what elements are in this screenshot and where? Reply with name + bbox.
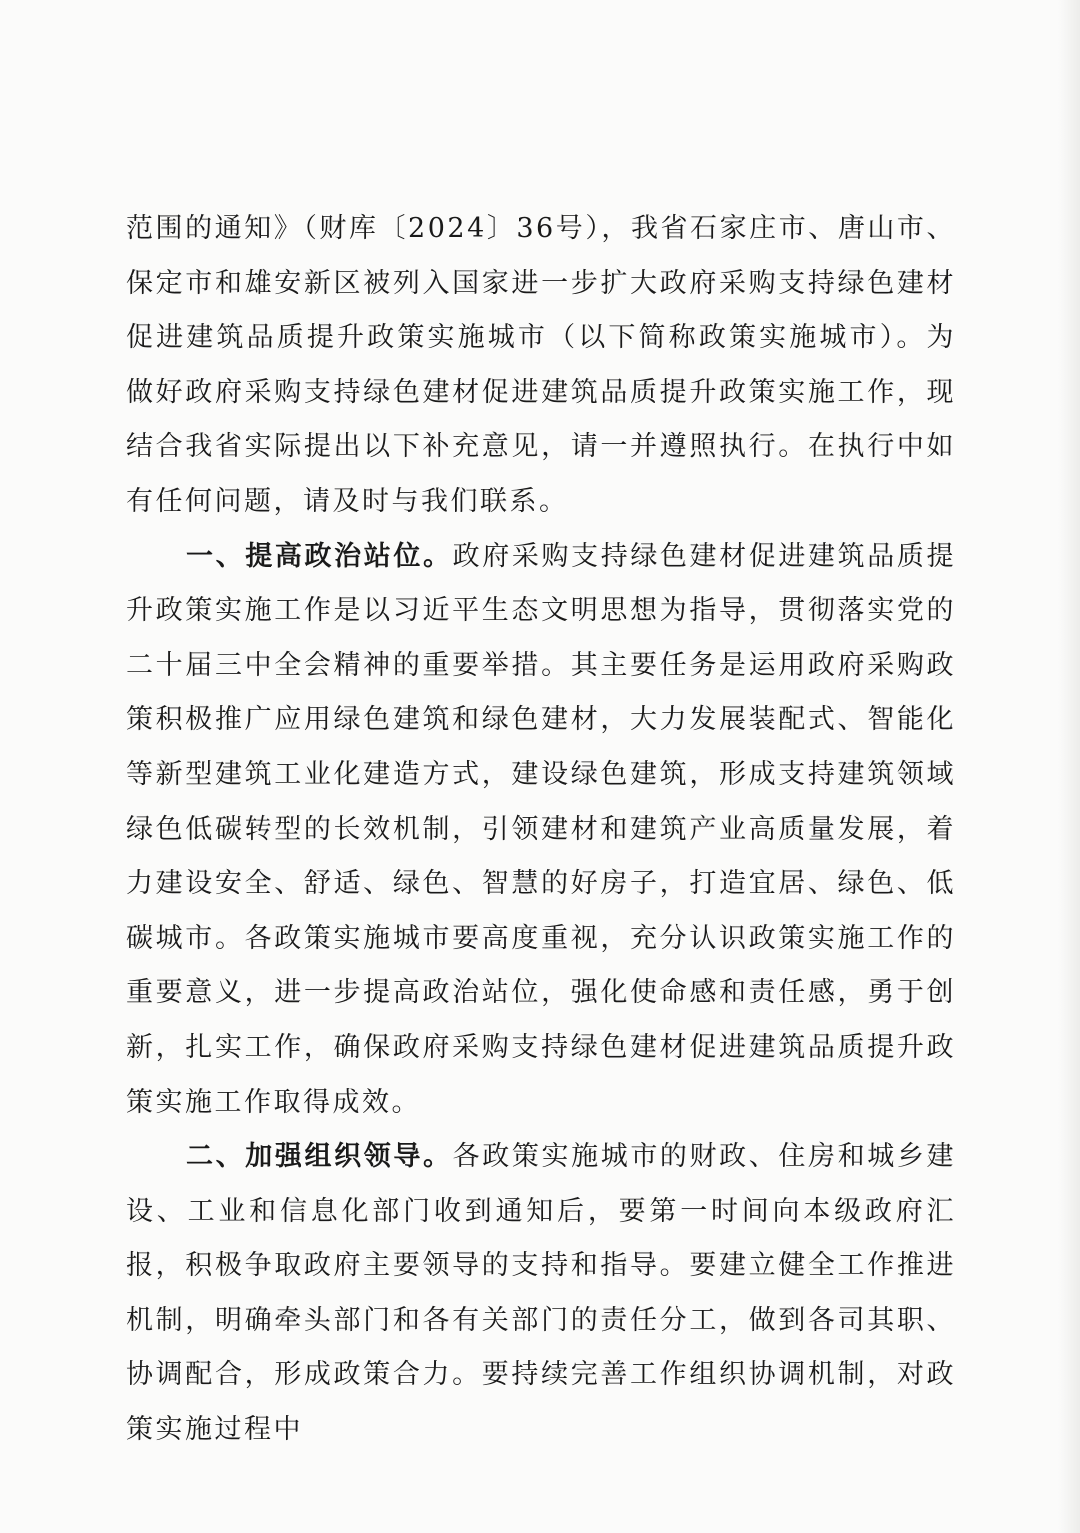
document-body [126, 202, 956, 1458]
paragraph-text: 政府采购支持绿色建材促进建筑品质提升政策实施工作是以习近平生态文明思想为指导，贯彻落实党的二十届三中全会精神的重要举措。其主要任务是运用政府采购政策积极推广应用绿色建筑和绿色建材，大力发展装配式、智能化等新型建筑工业化建造方式，建设绿色建筑，形成支持建筑领域绿色低碳转型的长效机制，引领建材和建筑产业高质量发展，着力建设安全、舒适、绿色、智慧的好房子，打造宜居、绿色、低碳城市。各政策实施城市要高度重视，充分认识政策实施工作的重要意义，进一步提高政治站位，强化使命感和责任感，勇于创新，扎实工作，确保政府采购支持绿色建材促进建筑品质提升政策实施工作取得成效。 [126, 540, 957, 1118]
paragraph-intro-continuation [126, 202, 956, 530]
paragraph-text: 各政策实施城市的财政、住房和城乡建设、工业和信息化部门收到通知后，要第一时间向本级政府汇报，积极争取政府主要领导的支持和指导。要建立健全工作推进机制，明确牵头部门和各有关部门的责任分工，做到各司其职、协调配合，形成政策合力。要持续完善工作组织协调机制，对政策实施过程中 [126, 1141, 957, 1446]
page-edge-shadow [1058, 0, 1080, 1533]
paragraph-political-stance [126, 530, 956, 1131]
paragraph-organization-leadership [126, 1130, 956, 1458]
section-heading-1: 一、提高政治站位。 [186, 540, 453, 572]
section-heading-2: 二、加强组织领导。 [186, 1141, 453, 1173]
paragraph-text: 范围的通知》（财库〔2024〕36号），我省石家庄市、唐山市、保定市和雄安新区被列入国家进一步扩大政府采购支持绿色建材促进建筑品质提升政策实施城市（以下简称政策实施城市）。为做好政府采购支持绿色建材促进建筑品质提升政策实施工作，现结合我省实际提出以下补充意见，请一并遵照执行。在执行中如有任何问题，请及时与我们联系。 [126, 213, 956, 517]
